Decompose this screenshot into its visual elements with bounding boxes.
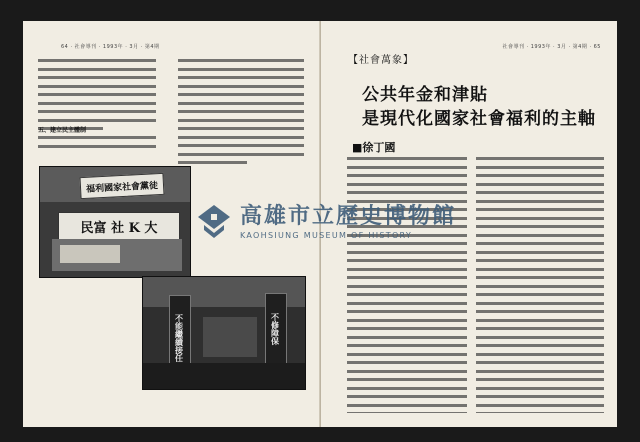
article-author: ■徐丁國 [352,141,396,154]
museum-watermark [196,198,456,248]
watermark-cn: 高雄市立歷史博物館 [240,204,457,229]
right-running-head: 社會導刊 · 1993年 · 3月 · 第4期 · 65 [502,44,601,50]
left-text-column-2 [178,59,304,167]
article-title-line2: 是現代化國家社會福利的主軸 [362,109,596,129]
banner-bottom: 民富 社 K 大 [58,212,180,240]
watermark-en: KAOHSIUNG MUSEUM OF HISTORY [240,231,413,240]
article-title-line1: 公共年金和津貼 [362,85,488,105]
left-running-head: 64 · 社會導刊 · 1993年 · 3月 · 第4期 [61,44,160,50]
left-text-column-1b [38,136,156,166]
section-tag: 【社會萬象】 [348,55,414,66]
protest-photo-top [39,166,191,278]
right-text-column-2 [476,157,604,413]
sign-right: 不修障保 [265,293,287,365]
sign-left: 不能繼續接任 [169,295,191,381]
banner-top: 福利國家社會黨徒 [79,173,164,199]
protest-photo-bottom [142,276,306,390]
section-subheading: 五、建立民主體制 [38,127,87,134]
right-text-column-1 [347,157,467,413]
museum-logo-icon [196,203,232,243]
